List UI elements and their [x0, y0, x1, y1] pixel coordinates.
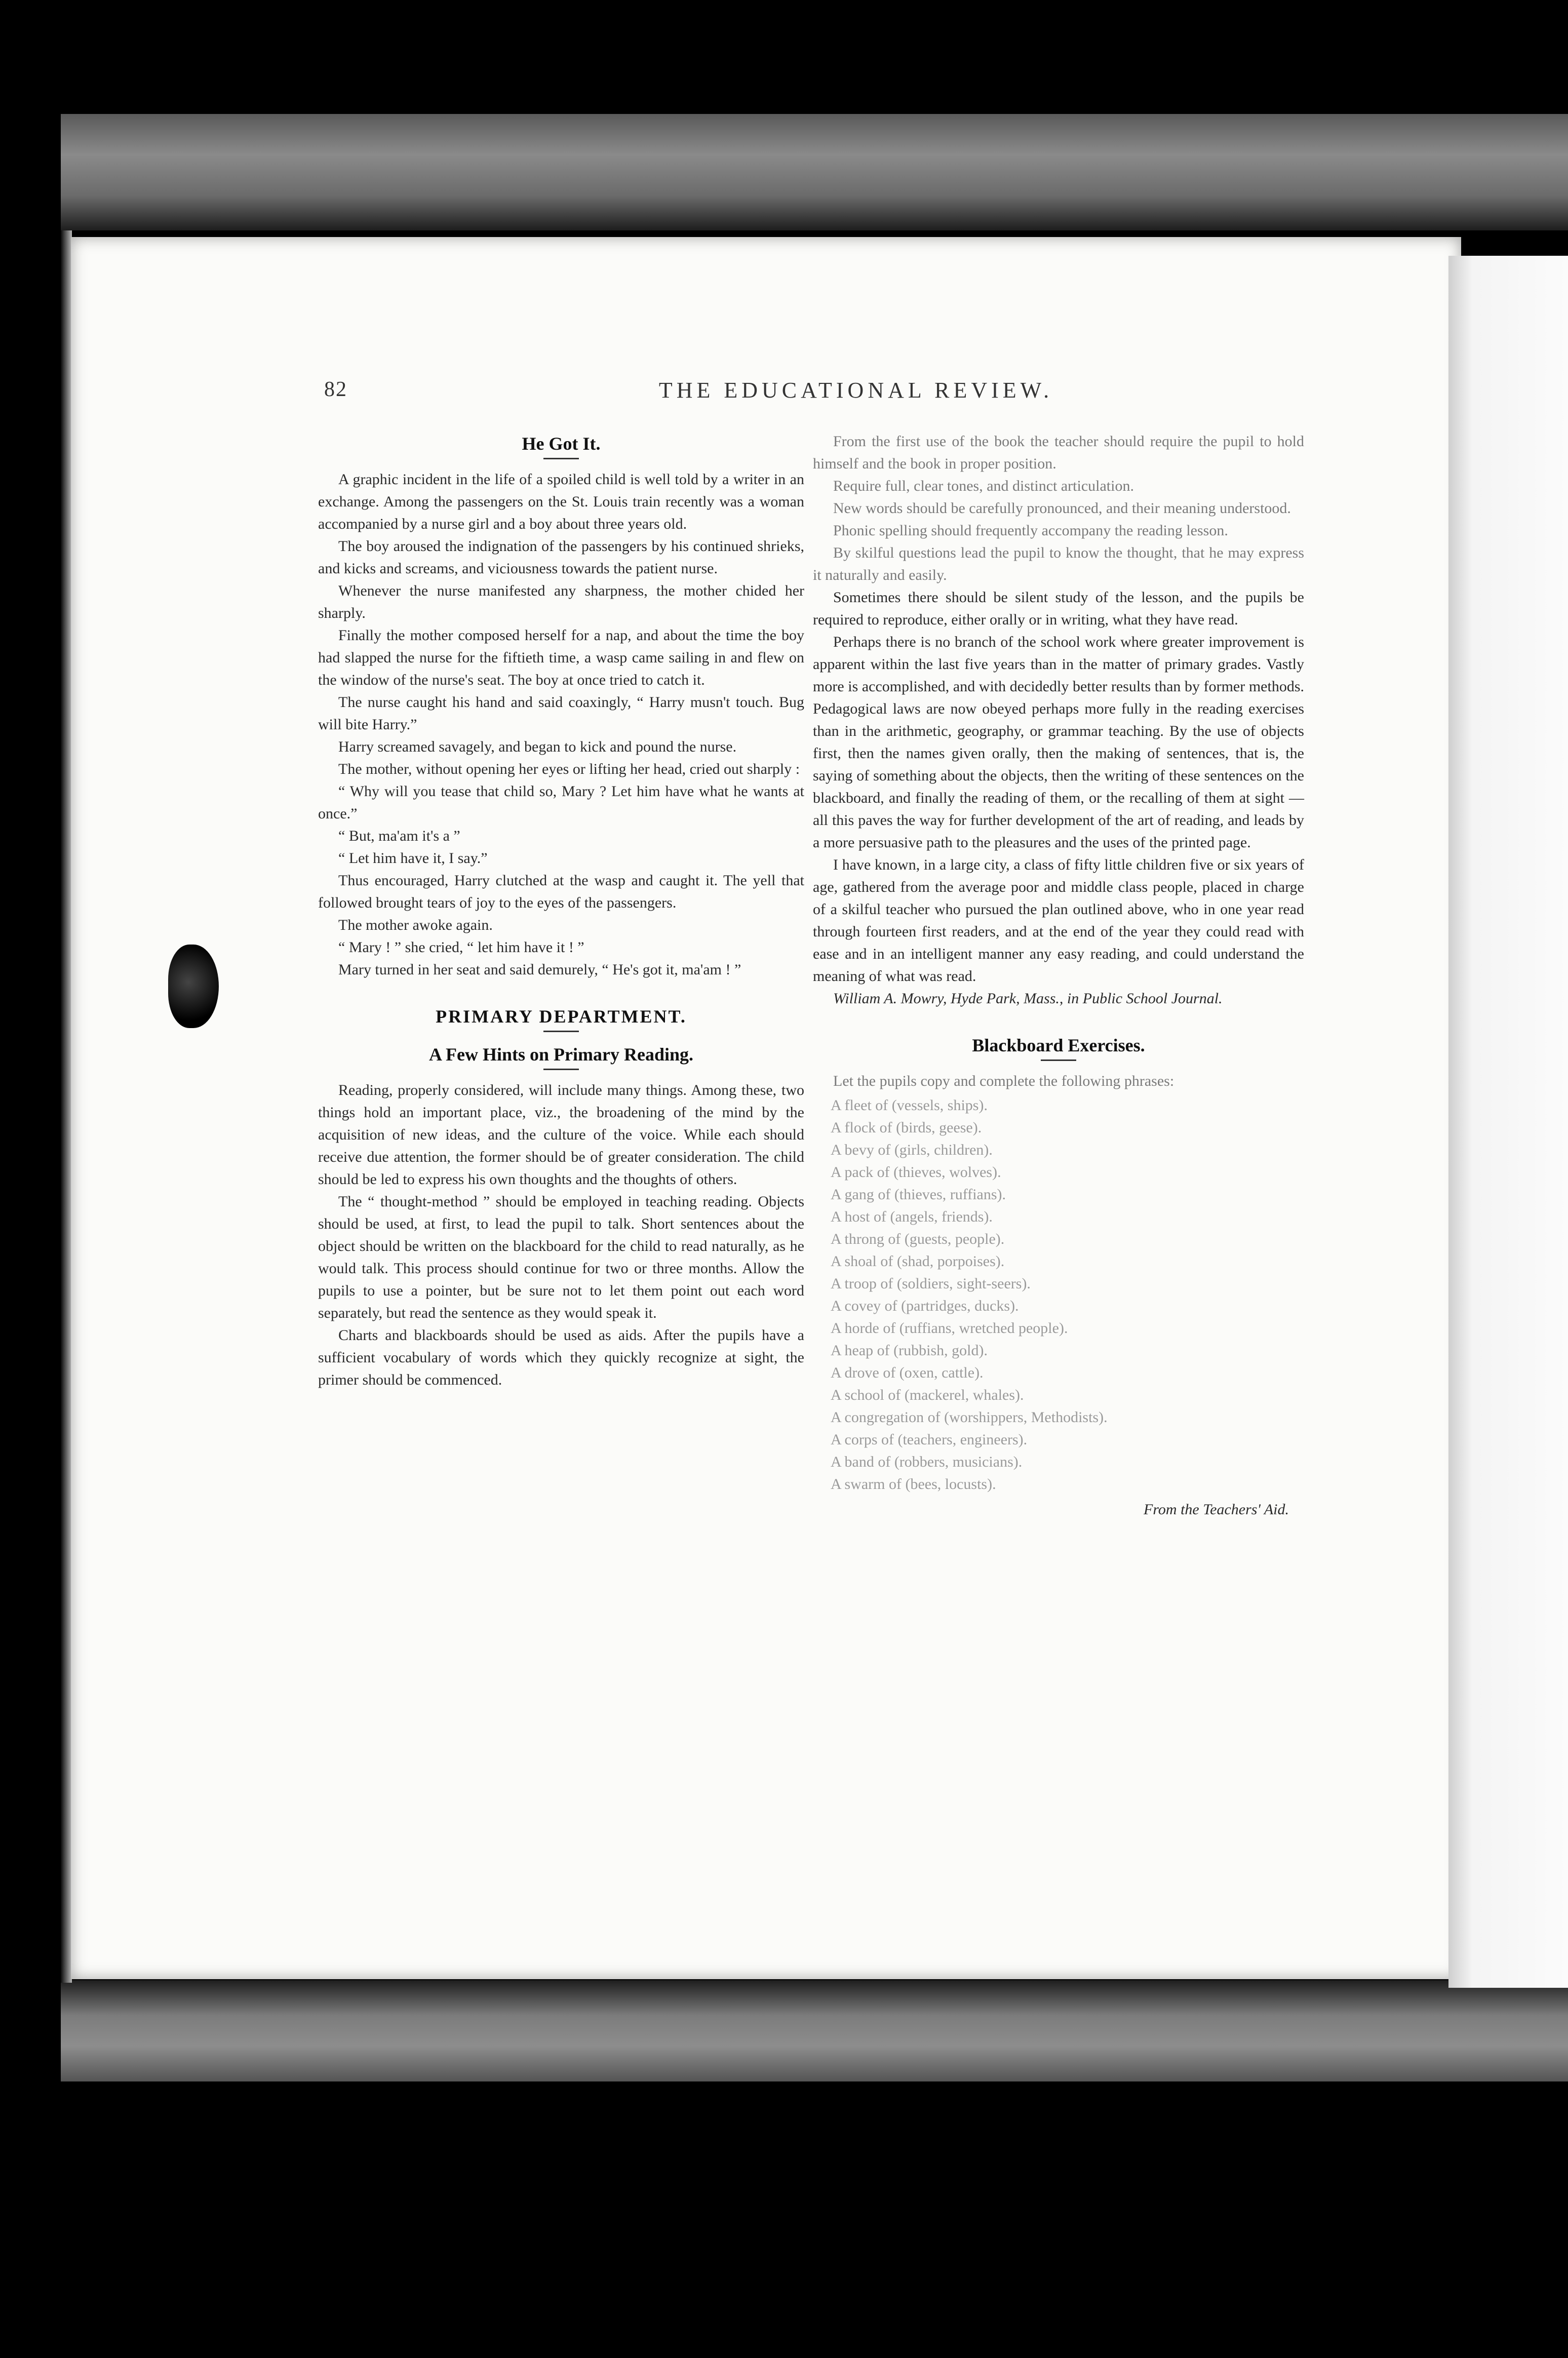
- list-item: A corps of (teachers, engineers).: [831, 1431, 1028, 1448]
- list-item: A swarm of (bees, locusts).: [831, 1476, 996, 1492]
- list-item: A congregation of (worshippers, Methodists).: [831, 1409, 1108, 1426]
- facing-page-edge: [1448, 256, 1568, 1988]
- article-credit: William A. Mowry, Hyde Park, Mass., in Public School Journal.: [833, 990, 1223, 1007]
- paragraph: Harry screamed savagely, and began to kick and pound the nurse.: [338, 738, 737, 755]
- paragraph: Perhaps there is no branch of the school work where greater improvement is apparent within the last five years than in the matter of primary grades. Vastly more is accomplished, and with decidedly better results than by former methods. Pedagogical laws are now obeyed perhaps more fully in the reading exercises than in the arithmetic, geography, or grammar teaching. By the use of objects first, then the names given orally, then the making of sentences, that is, the saying of something about the objects, then the writing of these sentences on the blackboard, and finally the reading of them, or the recalling of them at sight — all this paves the way for further development of the art of reading, and leads by a more persuasive path to the pleasures and the uses of the printed page.: [813, 634, 1304, 851]
- paragraph: Whenever the nurse manifested any sharpness, the mother chided her sharply.: [318, 582, 804, 621]
- list-item: A school of (mackerel, whales).: [831, 1387, 1024, 1403]
- paragraph: I have known, in a large city, a class of fifty little children five or six years of age, gathered from the average poor and middle class people, placed in charge of a skilful teacher who pursued the plan outlined above, who in one year read through fourteen first readers, and at the end of the year they could read with ease and in an intelligent manner any easy reading, and could understand the meaning of what was read.: [813, 856, 1304, 985]
- list-item: A host of (angels, friends).: [831, 1208, 993, 1225]
- title-rule: [543, 1031, 579, 1032]
- paragraph: The mother, without opening her eyes or lifting her head, cried out sharply :: [338, 761, 800, 777]
- right-column: [813, 430, 1304, 1521]
- left-column: [318, 430, 804, 1391]
- paragraph: “ Mary ! ” she cried, “ let him have it ! ”: [338, 939, 584, 956]
- paragraph: Reading, properly considered, will include many things. Among these, two things hold an important place, viz., the broadening of the mind by the acquisition of new ideas, and the culture of the voice. While each should receive due attention, the former should be of greater consideration. The child should be led to express his own thoughts and the thoughts of others.: [318, 1082, 804, 1188]
- paragraph: New words should be carefully pronounced, and their meaning understood.: [833, 500, 1291, 517]
- paragraph: The mother awoke again.: [338, 917, 493, 933]
- paragraph: Mary turned in her seat and said demurely, “ He's got it, ma'am ! ”: [338, 961, 741, 978]
- article-title-primary-reading: A Few Hints on Primary Reading.: [429, 1044, 693, 1065]
- list-item: A fleet of (vessels, ships).: [831, 1097, 988, 1114]
- list-item: A band of (robbers, musicians).: [831, 1453, 1023, 1470]
- paragraph: The “ thought-method ” should be employed in teaching reading. Objects should be used, at first, to lead the pupil to talk. Short sentences about the object should be written on the blackboard for the child to read naturally, as he would talk. This process should continue for two or three months. Allow the pupils to use a pointer, but be sure not to let them point out each word separately, but read the sentence as they would speak it.: [318, 1193, 804, 1321]
- list-item: A covey of (partridges, ducks).: [831, 1298, 1019, 1314]
- article-title-he-got-it: He Got It.: [522, 434, 601, 454]
- page-left-edge: [61, 230, 72, 1983]
- paragraph: Finally the mother composed herself for a nap, and about the time the boy had slapped the nurse for the fiftieth time, a wasp came sailing in and flew on the window of the nurse's seat. The boy at once tried to catch it.: [318, 627, 804, 688]
- list-item: A flock of (birds, geese).: [831, 1119, 982, 1136]
- list-item: A throng of (guests, people).: [831, 1231, 1005, 1247]
- article-title-blackboard-exercises: Blackboard Exercises.: [972, 1035, 1145, 1055]
- paragraph: A graphic incident in the life of a spoiled child is well told by a writer in an exchange. Among the passengers on the St. Louis train recently was a woman accompanied by a nurse girl and a boy about three years old.: [318, 471, 804, 532]
- paragraph: From the first use of the book the teacher should require the pupil to hold himself and the book in proper position.: [813, 433, 1304, 472]
- list-item: A drove of (oxen, cattle).: [831, 1364, 984, 1381]
- list-item: A gang of (thieves, ruffians).: [831, 1186, 1006, 1203]
- scan-border-top: [61, 114, 1568, 230]
- page-number: 82: [324, 378, 347, 401]
- paragraph: “ But, ma'am it's a ”: [338, 828, 460, 844]
- title-rule: [543, 458, 579, 459]
- list-item: A heap of (rubbish, gold).: [831, 1342, 988, 1359]
- list-item: A pack of (thieves, wolves).: [831, 1164, 1001, 1181]
- phrase-list: [831, 1094, 1304, 1496]
- list-item: A horde of (ruffians, wretched people).: [831, 1320, 1068, 1337]
- title-rule: [1041, 1059, 1076, 1061]
- title-rule: [543, 1069, 579, 1070]
- paragraph: Let the pupils copy and complete the following phrases:: [833, 1073, 1174, 1089]
- paragraph: The boy aroused the indignation of the passengers by his continued shrieks, and kicks and screams, and viciousness towards the patient nurse.: [318, 538, 804, 577]
- section-title-primary-department: PRIMARY DEPARTMENT.: [436, 1006, 687, 1027]
- list-item: A shoal of (shad, porpoises).: [831, 1253, 1005, 1270]
- paragraph: “ Let him have it, I say.”: [338, 850, 488, 867]
- binding-clip: [168, 945, 219, 1028]
- source-credit: From the Teachers' Aid.: [1144, 1501, 1289, 1518]
- paragraph: Sometimes there should be silent study of the lesson, and the pupils be required to reproduce, either orally or in writing, what they have read.: [813, 589, 1304, 628]
- paragraph: The nurse caught his hand and said coaxingly, “ Harry musn't touch. Bug will bite Harry.”: [318, 694, 804, 733]
- paragraph: Require full, clear tones, and distinct articulation.: [833, 478, 1134, 494]
- running-title: THE EDUCATIONAL REVIEW.: [658, 378, 1053, 403]
- list-item: A troop of (soldiers, sight-seers).: [831, 1275, 1031, 1292]
- scan-border-bottom: [61, 1980, 1568, 2081]
- page-header: [324, 377, 1347, 408]
- paragraph: Phonic spelling should frequently accompany the reading lesson.: [833, 522, 1228, 539]
- list-item: A bevy of (girls, children).: [831, 1142, 993, 1158]
- paragraph: By skilful questions lead the pupil to know the thought, that he may express it naturally and easily.: [813, 544, 1304, 583]
- paragraph: Charts and blackboards should be used as aids. After the pupils have a sufficient vocabulary of words which they quickly recognize at sight, the primer should be commenced.: [318, 1327, 804, 1388]
- paragraph: “ Why will you tease that child so, Mary ? Let him have what he wants at once.”: [318, 783, 804, 822]
- paragraph: Thus encouraged, Harry clutched at the wasp and caught it. The yell that followed brought tears of joy to the eyes of the passengers.: [318, 872, 804, 911]
